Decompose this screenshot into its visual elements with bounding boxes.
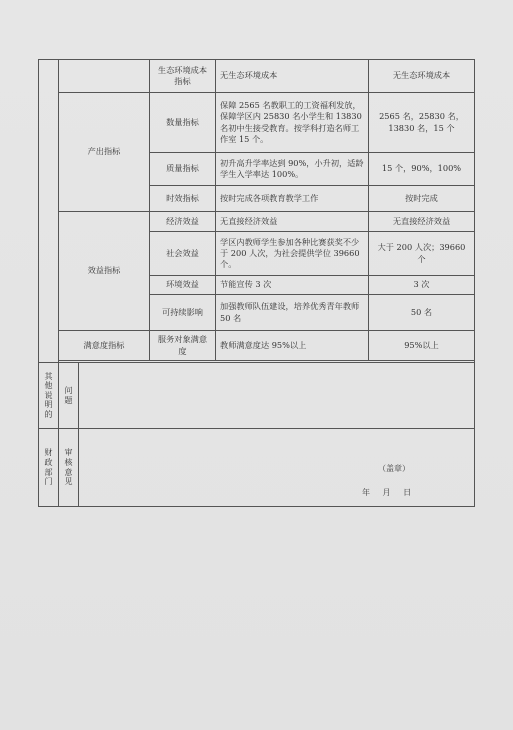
- economic-benefit-actual: 无直接经济效益: [369, 212, 475, 232]
- environment-benefit-target: 节能宣传 3 次: [216, 276, 369, 295]
- table-row: [39, 429, 475, 507]
- social-benefit-actual: 大于 200 人次；39660 个: [369, 232, 475, 276]
- eco-cost-actual: 无生态环境成本: [369, 60, 475, 93]
- satisfaction-indicator-label: 满意度指标: [59, 331, 150, 361]
- quantity-target: 保障 2565 名教职工的工资福利发放，保障学区内 25830 名小学生和 13830 名初中生接受教育。按学科打造名师工作室 15 个。: [216, 93, 369, 153]
- sustainable-impact-actual: 50 名: [369, 295, 475, 331]
- output-indicator-label: 产出指标: [59, 93, 150, 212]
- timeliness-target: 按时完成各项教育教学工作: [216, 186, 369, 212]
- finance-review-label-2: 审核意见: [59, 429, 79, 507]
- sustainable-impact-name: 可持续影响: [150, 295, 216, 331]
- economic-benefit-target: 无直接经济效益: [216, 212, 369, 232]
- satisfaction-target: 教师满意度达 95%以上: [216, 331, 369, 361]
- table-row: [39, 93, 475, 153]
- date-label: 年 月 日: [362, 488, 412, 497]
- economic-benefit-name: 经济效益: [150, 212, 216, 232]
- other-notes-label-1: 其他说明的: [39, 363, 59, 429]
- benefit-indicator-label: 效益指标: [59, 212, 150, 331]
- sustainable-impact-target: 加强教师队伍建设，培养优秀青年教师 50 名: [216, 295, 369, 331]
- stamp-label: （盖章）: [378, 464, 410, 473]
- table-row: [39, 363, 475, 429]
- timeliness-indicator-name: 时效指标: [150, 186, 216, 212]
- table-row: [39, 60, 475, 93]
- quantity-actual: 2565 名，25830 名，13830 名，15 个: [369, 93, 475, 153]
- table-row: [39, 212, 475, 232]
- quality-actual: 15 个，90%，100%: [369, 153, 475, 186]
- satisfaction-indicator-name: 服务对象满意度: [150, 331, 216, 361]
- finance-review-content: [79, 429, 475, 507]
- eco-cost-target: 无生态环境成本: [216, 60, 369, 93]
- environment-benefit-name: 环境效益: [150, 276, 216, 295]
- satisfaction-actual: 95%以上: [369, 331, 475, 361]
- quality-target: 初升高升学率达到 90%，小升初，适龄学生入学率达 100%。: [216, 153, 369, 186]
- table-row: [39, 331, 475, 361]
- finance-review-label-1: 财政部门: [39, 429, 59, 507]
- left-column-cell: [39, 60, 59, 363]
- social-benefit-target: 学区内教师学生参加各种比赛获奖不少于 200 人次，为社会提供学位 39660 个。: [216, 232, 369, 276]
- environment-benefit-actual: 3 次: [369, 276, 475, 295]
- performance-table: [38, 59, 475, 507]
- blank-cell: [59, 60, 150, 93]
- other-notes-label-2: 问题: [59, 363, 79, 429]
- eco-cost-indicator-name: 生态环境成本指标: [150, 60, 216, 93]
- quantity-indicator-name: 数量指标: [150, 93, 216, 153]
- other-notes-content: [79, 363, 475, 429]
- quality-indicator-name: 质量指标: [150, 153, 216, 186]
- timeliness-actual: 按时完成: [369, 186, 475, 212]
- social-benefit-name: 社会效益: [150, 232, 216, 276]
